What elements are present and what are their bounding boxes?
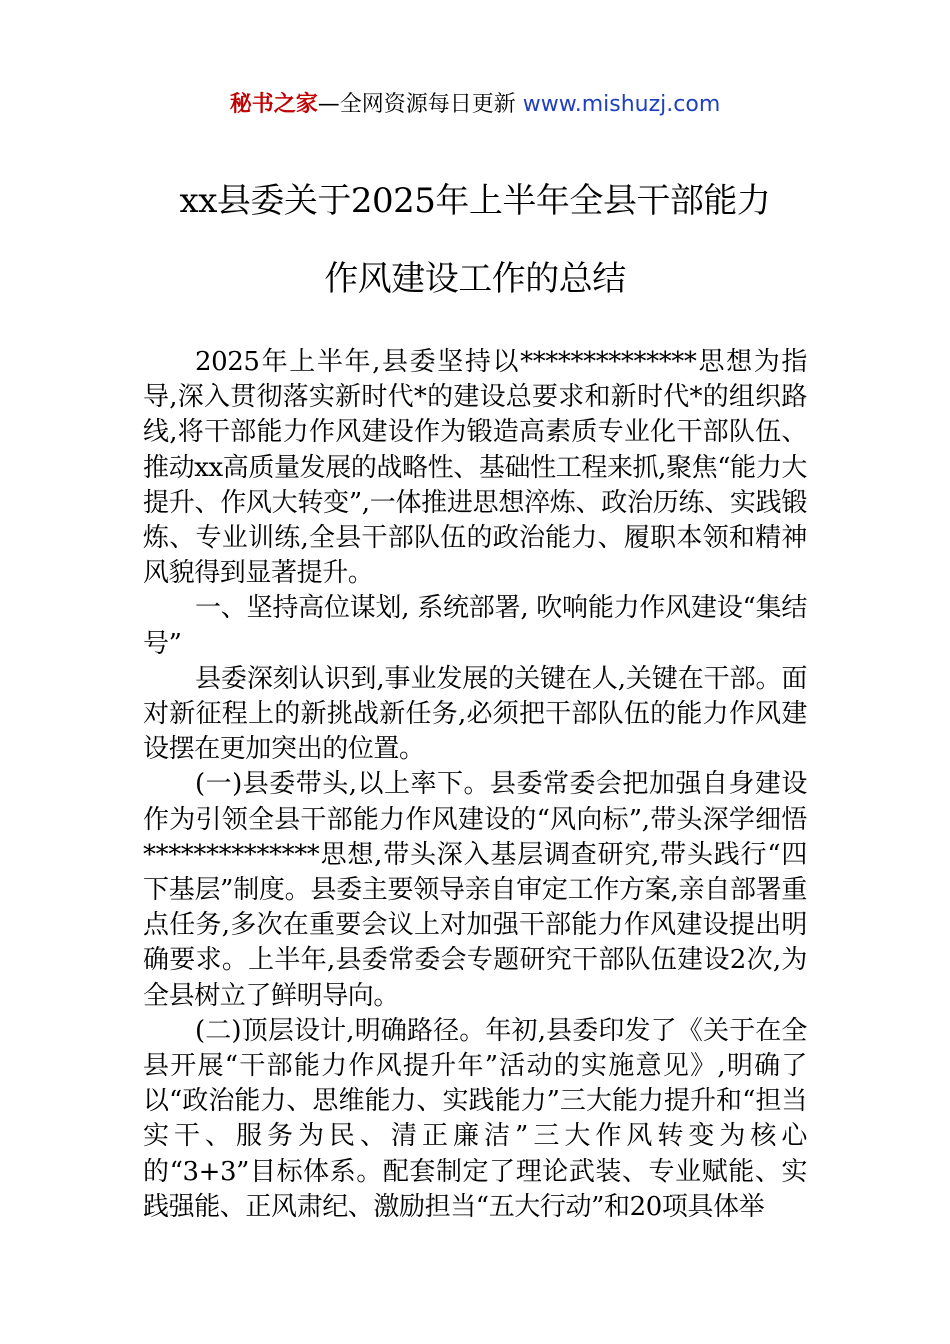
paragraph-subsection-2: (二)顶层设计,明确路径。年初,县委印发了《关于在全县开展“干部能力作风提升年”活动的实施意见》,明确了以“政治能力、思维能力、实践能力”三大能力提升和“担当实干、服务为民、清正廉洁”三大作风转变为核心的“3+3”目标体系。配套制定了理论武装、专业赋能、实践强能、正风肃纪、激励担当“五大行动”和20项具体举 <box>143 1015 807 1222</box>
paragraph-subsection-1: (一)县委带头,以上率下。县委常委会把加强自身建设作为引领全县干部能力作风建设的“风向标”,带头深学细悟**************思想,带头深入基层调查研究,带头践行“四下基层”制度。县委主要领导亲自审定工作方案,亲自部署重点任务,多次在重要会议上对加强干部能力作风建设提出明确要求。上半年,县委常委会专题研究干部队伍建设2次,为全县树立了鲜明导向。 <box>143 769 807 1011</box>
document-body <box>143 345 807 1225</box>
paragraph-intro: 2025年上半年,县委坚持以**************思想为指导,深入贯彻落实新时代*的建设总要求和新时代*的组织路线,将干部能力作风建设作为锻造高素质专业化干部队伍、推动xx高质量发展的战略性、基础性工程来抓,聚焦“能力大提升、作风大转变”,一体推进思想淬炼、政治历练、实践锻炼、专业训练,全县干部队伍的政治能力、履职本领和精神风貌得到显著提升。 <box>143 347 807 589</box>
document-title <box>100 162 850 318</box>
site-header <box>0 88 950 122</box>
document-title-line-2: 作风建设工作的总结 <box>324 259 626 299</box>
document-title-line-1: xx县委关于2025年上半年全县干部能力 <box>179 181 771 221</box>
site-slogan: —全网资源每日更新 <box>317 92 523 117</box>
site-brand: 秘书之家 <box>229 92 318 117</box>
section-heading-1: 一、坚持高位谋划, 系统部署, 吹响能力作风建设“集结号” <box>143 593 807 659</box>
site-url-link[interactable]: www.mishuzj.com <box>522 92 721 117</box>
paragraph-section-1-intro: 县委深刻认识到,事业发展的关键在人,关键在干部。面对新征程上的新挑战新任务,必须把干部队伍的能力作风建设摆在更加突出的位置。 <box>143 663 807 765</box>
